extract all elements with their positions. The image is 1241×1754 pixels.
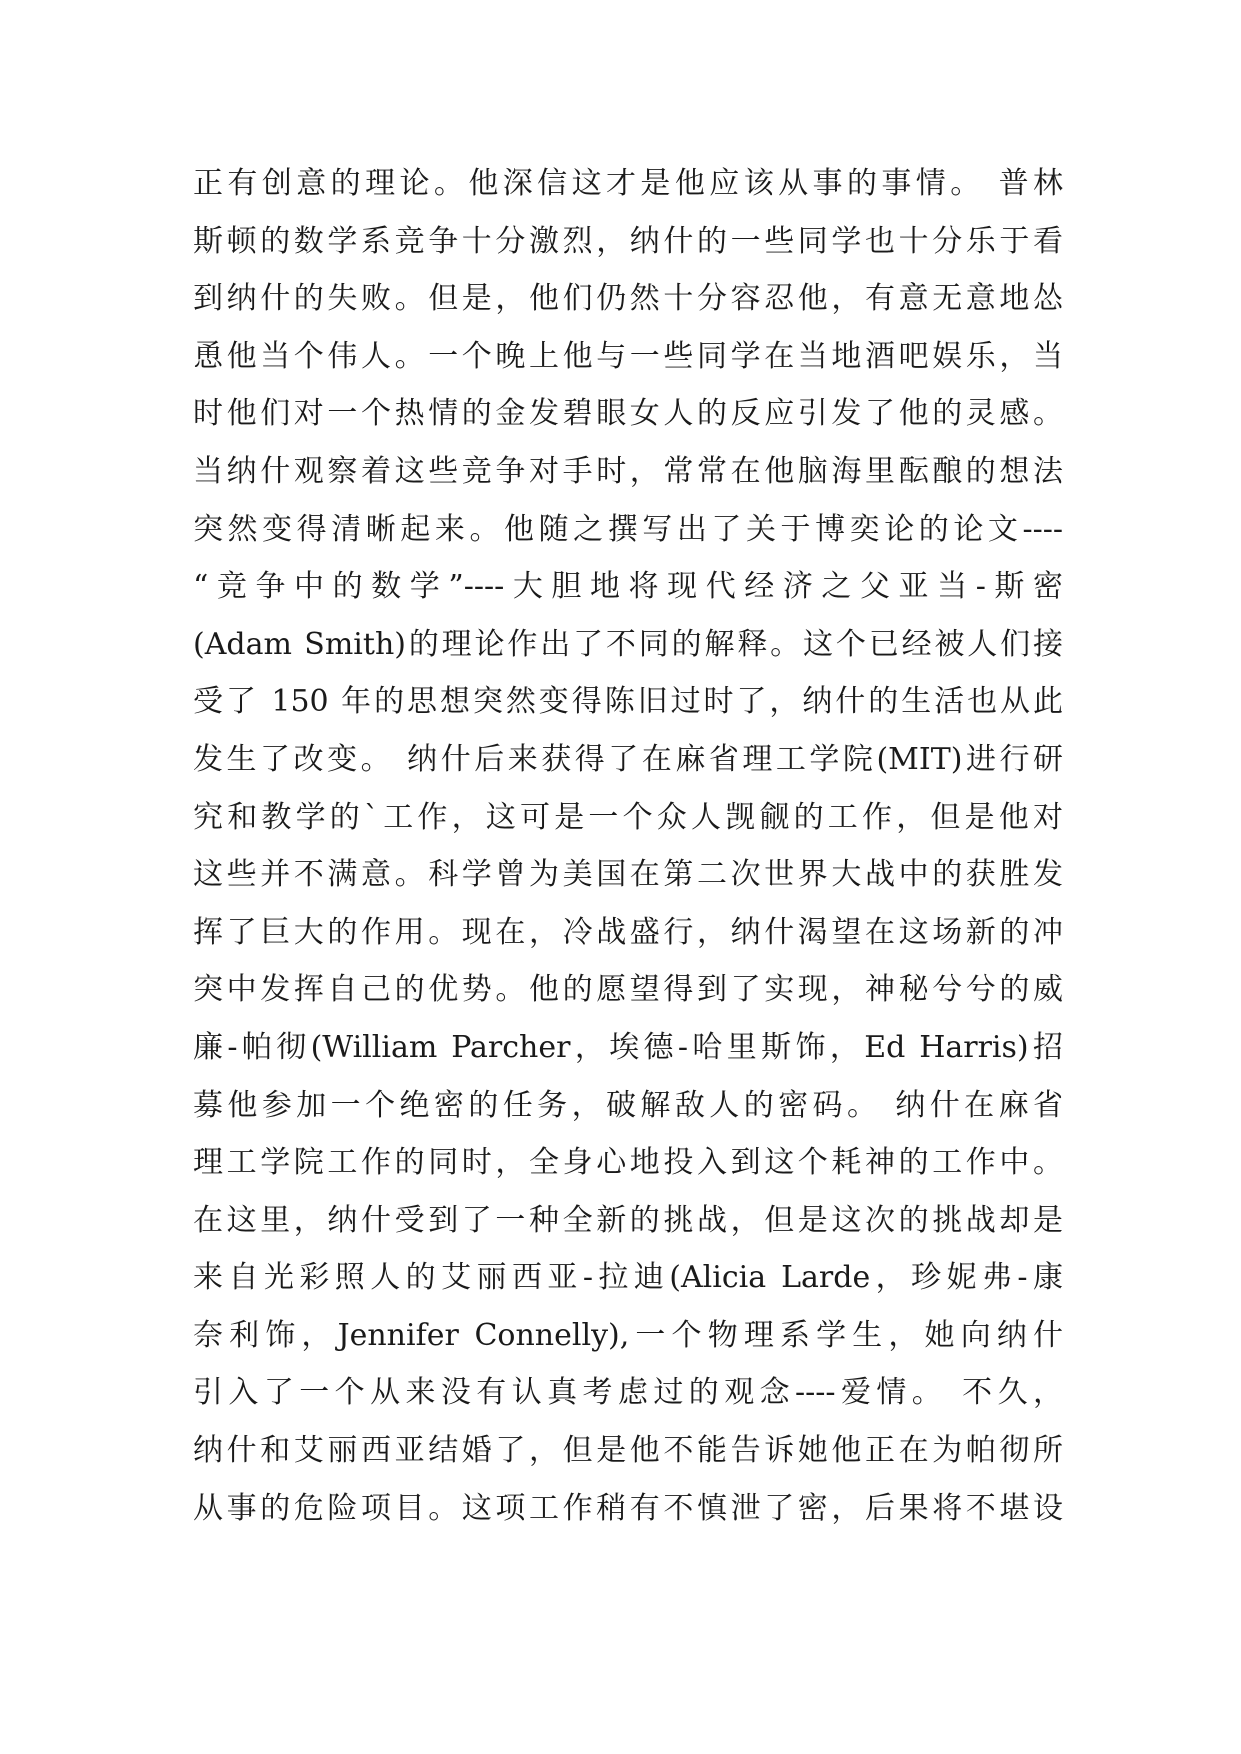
body-text — [193, 155, 1063, 1537]
text-line: 受了 150 年的思想突然变得陈旧过时了，纳什的生活也从此 — [193, 684, 1063, 720]
text-line: 发生了改变。 纳什后来获得了在麻省理工学院(MIT)进行研 — [193, 741, 1063, 777]
text-line: 恿他当个伟人。一个晚上他与一些同学在当地酒吧娱乐，当 — [193, 338, 1063, 374]
text-line: “竞争中的数学”----大胆地将现代经济之父亚当-斯密 — [193, 569, 1063, 605]
text-line: 突然变得清晰起来。他随之撰写出了关于博奕论的论文---- — [193, 511, 1063, 547]
text-line: 募他参加一个绝密的任务，破解敌人的密码。 纳什在麻省 — [193, 1087, 1063, 1123]
text-line: 正有创意的理论。他深信这才是他应该从事的事情。 普林 — [193, 166, 1063, 201]
text-line: 时他们对一个热情的金发碧眼女人的反应引发了他的灵感。 — [193, 396, 1063, 432]
text-line: 到纳什的失败。但是，他们仍然十分容忍他，有意无意地怂 — [193, 281, 1063, 317]
text-line: 在这里，纳什受到了一种全新的挑战，但是这次的挑战却是 — [193, 1202, 1063, 1238]
text-line: 理工学院工作的同时，全身心地投入到这个耗神的工作中。 — [193, 1145, 1063, 1181]
text-line: 斯顿的数学系竞争十分激烈，纳什的一些同学也十分乐于看 — [193, 223, 1063, 259]
text-line: 突中发挥自己的优势。他的愿望得到了实现，神秘兮兮的威 — [193, 972, 1063, 1008]
text-line: 纳什和艾丽西亚结婚了，但是他不能告诉她他正在为帕彻所 — [193, 1433, 1063, 1469]
text-line: 从事的危险项目。这项工作稍有不慎泄了密，后果将不堪设 — [193, 1490, 1063, 1526]
text-line: 来自光彩照人的艾丽西亚-拉迪(Alicia Larde，珍妮弗-康 — [193, 1260, 1063, 1296]
text-line: (Adam Smith)的理论作出了不同的解释。这个已经被人们接 — [193, 626, 1063, 662]
text-line: 当纳什观察着这些竞争对手时，常常在他脑海里酝酿的想法 — [193, 453, 1063, 489]
text-line: 奈利饰，Jennifer Connelly),一个物理系学生，她向纳什 — [193, 1317, 1063, 1353]
text-line: 引入了一个从来没有认真考虑过的观念----爱情。 不久， — [193, 1375, 1063, 1411]
text-line: 挥了巨大的作用。现在，冷战盛行，纳什渴望在这场新的冲 — [193, 914, 1063, 950]
text-line: 这些并不满意。科学曾为美国在第二次世界大战中的获胜发 — [193, 857, 1063, 893]
text-line: 究和教学的`工作，这可是一个众人觊觎的工作，但是他对 — [193, 799, 1063, 835]
text-line: 廉-帕彻(William Parcher，埃德-哈里斯饰，Ed Harris)招 — [193, 1029, 1063, 1065]
